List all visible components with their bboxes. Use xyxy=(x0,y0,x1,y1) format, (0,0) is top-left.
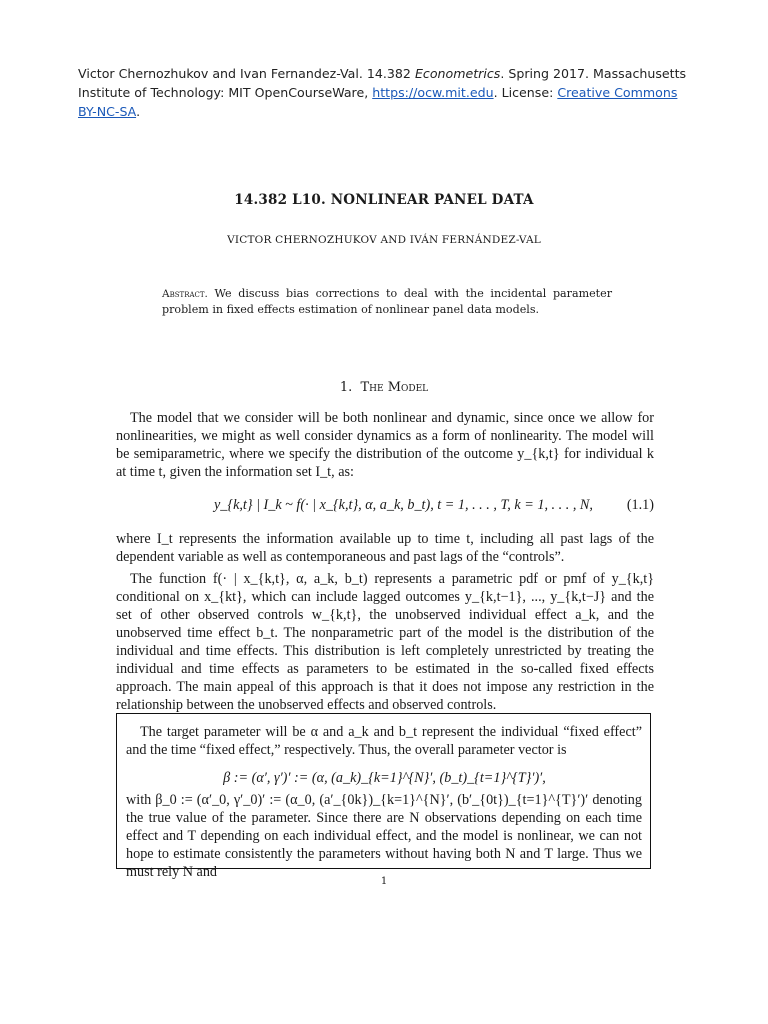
license-link[interactable]: Creative Commons BY-NC-SA xyxy=(78,85,678,119)
credit-line xyxy=(78,64,698,121)
paragraph-4: The target parameter will be α and a_k and b_t represent the individual “fixed effect” and the time “fixed effect,” respectively. Thus, the overall parameter vector is xyxy=(126,724,642,758)
license-suffix: . xyxy=(136,104,141,119)
abstract xyxy=(162,286,612,318)
paper-title: 14.382 L10. NONLINEAR PANEL DATA xyxy=(234,192,534,208)
paragraph-1: The model that we consider will be both nonlinear and dynamic, since once we allow for nonlinearities, we might as well consider dynamics as a form of nonlinearity. The model will be semiparametric, where we specify the distribution of the outcome y_{k,t} for individual k at time t, given the information set I_t, as: xyxy=(116,410,654,480)
credit-prefix: Victor Chernozhukov and Ivan Fernandez-Val. 14.382 xyxy=(78,66,415,81)
page-number: 1 xyxy=(380,876,388,887)
abstract-text: We discuss bias corrections to deal with the incidental parameter problem in fixed effects estimation of nonlinear panel data models. xyxy=(162,287,612,316)
equation-parameter-vector: β := (α′, γ′)′ := (α, (a_k)_{k=1}^{N}′, (b_t)_{t=1}^{T}′)′, xyxy=(223,770,546,786)
paper-authors: VICTOR CHERNOZHUKOV AND IVÁN FERNÁNDEZ-VAL xyxy=(227,234,541,246)
credit-mid: . Spring 2017. Massachusetts Institute of Technology: MIT OpenCourseWare, xyxy=(78,66,687,100)
paragraph-5: with β_0 := (α′_0, γ′_0)′ := (α_0, (a′_{0k})_{k=1}^{N}′, (b′_{0t})_{t=1}^{T}′)′ denoting the true value of the parameter. Since there are N observations depending on each time effect and T depending on each individual effect, and the model is nonlinear, we can not hope to estimate consistently the parameters without having both N and T large. Thus we must rely N and xyxy=(126,792,642,880)
section-number: 1. xyxy=(339,380,353,395)
section-title: The Model xyxy=(360,380,429,395)
paragraph-3: The function f(· | x_{k,t}, α, a_k, b_t) represents a parametric pdf or pmf of y_{k,t} conditional on x_{kt}, which can include lagged outcomes y_{k,t−1}, ..., y_{k,t−J} and the set of other observed controls w_{k,t}, the unobserved individual effect a_k, and the unobserved time effect b_t. The nonparametric part of the model is the distribution of the individual and time effects. This distribution is left completely unrestricted by treating the individual and time effects as parameters to be estimated in the so-called fixed effects approach. The main appeal of this approach is that it does not impose any restriction in the relationship between the unobserved effects and observed controls. xyxy=(116,571,654,713)
paragraph-2: where I_t represents the information available up to time t, including all past lags of the dependent variable as well as contemporaneous and past lags of the “controls”. xyxy=(116,531,654,565)
framed-box xyxy=(116,713,651,880)
equation-body: y_{k,t} | I_k ~ f(· | x_{k,t}, α, a_k, b_t), t = 1, . . . , T, k = 1, . . . , N, xyxy=(214,497,593,513)
course-name: Econometrics xyxy=(414,66,501,81)
license-prefix: . License: xyxy=(493,85,558,100)
ocw-link[interactable]: https://ocw.mit.edu xyxy=(372,85,494,100)
equation-number: (1.1) xyxy=(626,497,654,513)
abstract-heading: Abstract. xyxy=(162,288,208,300)
section-heading xyxy=(0,380,768,395)
